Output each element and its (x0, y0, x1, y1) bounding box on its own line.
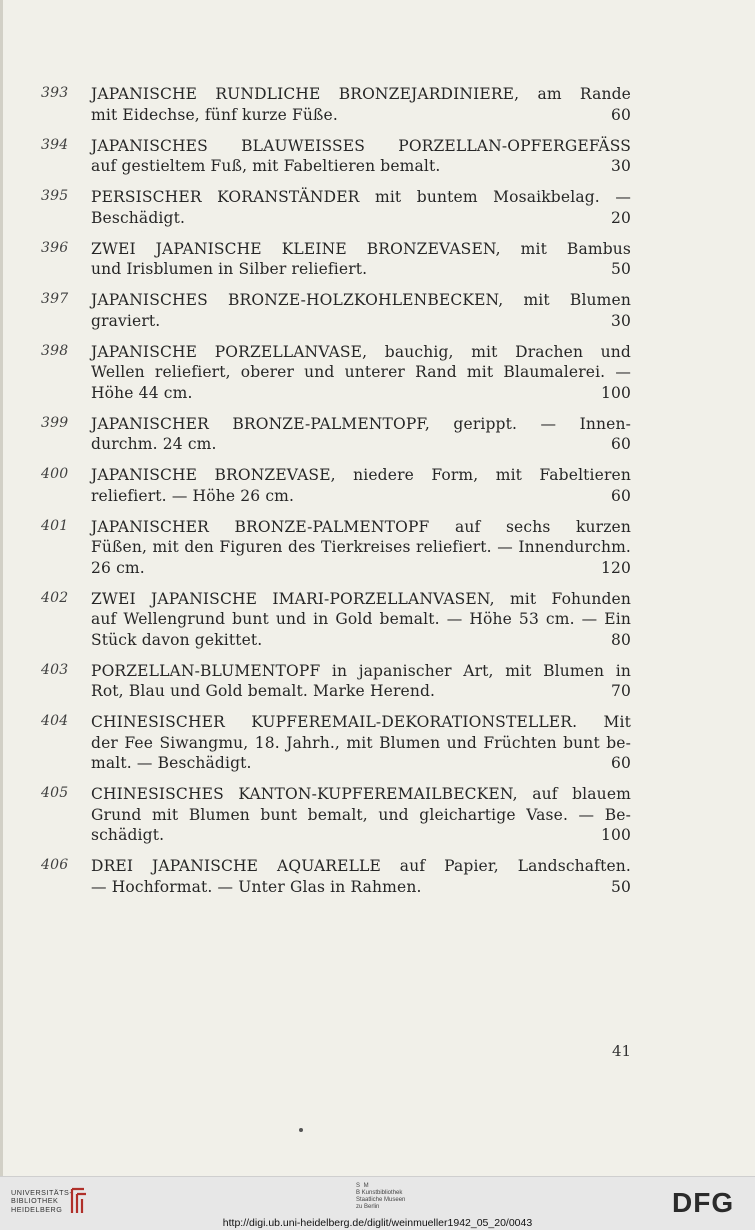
lot-price: 20 (610, 208, 631, 227)
catalog-entry (41, 342, 631, 404)
lot-description (91, 465, 631, 506)
source-url-link[interactable]: http://digi.ub.uni-heidelberg.de/diglit/weinmueller1942_05_20/0043 (222, 1217, 533, 1229)
description-line (91, 537, 631, 558)
catalog-entry (41, 465, 631, 506)
description-text: Grund mit Blumen bunt bemalt, und gleichartige Vase. — Be- (91, 805, 631, 824)
ink-dot (299, 1128, 303, 1132)
lot-number: 393 (41, 85, 69, 101)
description-line (91, 517, 631, 538)
lot-price: 30 (610, 157, 631, 175)
lot-price: 60 (610, 435, 631, 453)
description-text: Wellen reliefiert, oberer und unterer Rand mit Blaumalerei. — (91, 363, 631, 381)
lot-description (91, 136, 631, 177)
lot-description (91, 239, 631, 280)
lot-price: 50 (610, 260, 631, 278)
description-text: Stück davon gekittet. (91, 630, 263, 649)
lot-number: 403 (41, 661, 69, 678)
library-name: UNIVERSITÄTS- BIBLIOTHEK HEIDELBERG (11, 1188, 73, 1214)
lot-price: 120 (600, 558, 631, 577)
description-line (91, 681, 631, 702)
lot-number: 402 (41, 589, 69, 606)
description-line (91, 383, 631, 404)
description-line (91, 589, 631, 610)
catalog-entry (41, 136, 631, 177)
description-line (91, 434, 631, 455)
lot-price: 100 (600, 383, 631, 402)
description-line (91, 105, 631, 126)
catalog-entry (41, 239, 631, 280)
lot-price: 60 (610, 105, 631, 124)
description-text: reliefiert. — Höhe 26 cm. (91, 486, 295, 505)
description-line (91, 84, 631, 105)
description-line (91, 486, 631, 507)
lot-description (91, 661, 631, 702)
description-text: durchm. 24 cm. (91, 435, 217, 453)
description-line (91, 342, 631, 363)
description-line (91, 805, 631, 826)
lot-description (91, 84, 631, 125)
description-line (91, 712, 631, 733)
description-text: Höhe 44 cm. (91, 383, 193, 402)
description-line (91, 136, 631, 157)
description-line (91, 311, 631, 332)
catalog-entry (41, 84, 631, 125)
description-line (91, 259, 631, 280)
description-line (91, 784, 631, 805)
lot-description (91, 290, 631, 331)
description-line (91, 661, 631, 682)
library-logo-icon (68, 1186, 90, 1216)
lot-price: 60 (610, 486, 631, 505)
lot-number: 394 (41, 136, 69, 153)
description-text: Beschädigt. (91, 208, 186, 227)
description-text: graviert. (91, 311, 161, 330)
description-text: Füßen, mit den Figuren des Tierkreises reliefiert. — Innendurchm. (91, 538, 631, 556)
lot-description (91, 589, 631, 651)
lot-number: 398 (41, 342, 69, 359)
description-text: JAPANISCHER BRONZE-PALMENTOPF, gerippt. — Innen- (91, 414, 631, 433)
lot-number: 401 (41, 517, 69, 534)
description-text: malt. — Beschädigt. (91, 754, 252, 772)
dfg-logo: DFG (672, 1187, 735, 1218)
description-text: DREI JAPANISCHE AQUARELLE auf Papier, Landschaften. (91, 857, 631, 875)
lot-number: 406 (41, 857, 69, 873)
description-text: PERSISCHER KORANSTÄNDER mit buntem Mosaikbelag. — (91, 188, 631, 206)
museum-stamp: S M B Kunstbibliothek Staatliche Museen zu Berlin (356, 1183, 406, 1210)
description-text: CHINESISCHES KANTON-KUPFEREMAILBECKEN, auf blauem (91, 785, 631, 803)
lot-price: 100 (600, 826, 631, 844)
description-text: JAPANISCHE BRONZEVASE, niedere Form, mit Fabeltieren (91, 466, 631, 484)
description-line (91, 856, 631, 877)
lot-description (91, 187, 631, 228)
lot-number: 404 (41, 713, 69, 729)
lot-number: 400 (41, 466, 69, 482)
description-line (91, 609, 631, 630)
lot-price: 30 (610, 311, 631, 330)
description-line (91, 414, 631, 435)
description-line (91, 362, 631, 383)
lot-number: 405 (41, 785, 69, 801)
lot-description (91, 414, 631, 455)
description-text: JAPANISCHE RUNDLICHE BRONZEJARDINIERE, am Rande (91, 85, 631, 103)
lot-number: 396 (41, 239, 69, 256)
lot-number: 399 (41, 414, 69, 431)
description-text: schädigt. (91, 826, 165, 844)
description-line (91, 156, 631, 177)
description-text: auf gestieltem Fuß, mit Fabeltieren bemalt. (91, 157, 441, 175)
digitization-footer (0, 1176, 755, 1230)
lot-price: 70 (610, 682, 631, 700)
description-text: JAPANISCHER BRONZE-PALMENTOPF auf sechs kurzen (91, 517, 631, 536)
description-text: JAPANISCHE PORZELLANVASE, bauchig, mit Drachen und (91, 342, 631, 361)
description-line (91, 558, 631, 579)
description-text: ZWEI JAPANISCHE IMARI-PORZELLANVASEN, mit Fohunden (91, 589, 631, 608)
description-line (91, 187, 631, 208)
lot-price: 50 (610, 877, 631, 896)
description-line (91, 465, 631, 486)
description-line (91, 753, 631, 774)
catalog-entry (41, 661, 631, 702)
page-number: 41 (612, 1042, 632, 1060)
lot-price: 60 (610, 754, 631, 772)
catalog-entry (41, 517, 631, 579)
description-text: mit Eidechse, fünf kurze Füße. (91, 105, 338, 124)
description-text: und Irisblumen in Silber reliefiert. (91, 260, 368, 278)
lot-number: 397 (41, 291, 69, 307)
lot-price: 80 (610, 630, 631, 649)
description-line (91, 825, 631, 846)
description-text: CHINESISCHER KUPFEREMAIL-DEKORATIONSTELLER. Mit (91, 713, 631, 731)
description-text: JAPANISCHES BRONZE-HOLZKOHLENBECKEN, mit Blumen (91, 291, 631, 309)
description-line (91, 733, 631, 754)
catalog-entry (41, 856, 631, 897)
description-text: Rot, Blau und Gold bemalt. Marke Herend. (91, 682, 436, 700)
description-text: auf Wellengrund bunt und in Gold bemalt. — Höhe 53 cm. — Ein (91, 610, 631, 628)
description-line (91, 208, 631, 229)
lot-description (91, 712, 631, 774)
description-text: der Fee Siwangmu, 18. Jahrh., mit Blumen und Früchten bunt be- (91, 733, 631, 752)
lot-description (91, 342, 631, 404)
catalog-entry (41, 290, 631, 331)
description-text: JAPANISCHES BLAUWEISSES PORZELLAN-OPFERGEFÄSS (91, 136, 631, 155)
description-text: — Hochformat. — Unter Glas in Rahmen. (91, 877, 422, 896)
description-line (91, 877, 631, 898)
catalog-entry (41, 589, 631, 651)
description-text: ZWEI JAPANISCHE KLEINE BRONZEVASEN, mit Bambus (91, 239, 631, 258)
lot-description (91, 856, 631, 897)
description-line (91, 290, 631, 311)
description-line (91, 239, 631, 260)
catalog-entry (41, 712, 631, 774)
catalog-entry (41, 187, 631, 228)
catalog-entry (41, 784, 631, 846)
description-text: 26 cm. (91, 558, 145, 577)
lot-description (91, 517, 631, 579)
lot-description (91, 784, 631, 846)
lot-number: 395 (41, 188, 69, 204)
catalog-entry (41, 414, 631, 455)
description-text: PORZELLAN-BLUMENTOPF in japanischer Art, mit Blumen in (91, 661, 631, 680)
description-line (91, 630, 631, 651)
catalog-entries (41, 84, 631, 908)
